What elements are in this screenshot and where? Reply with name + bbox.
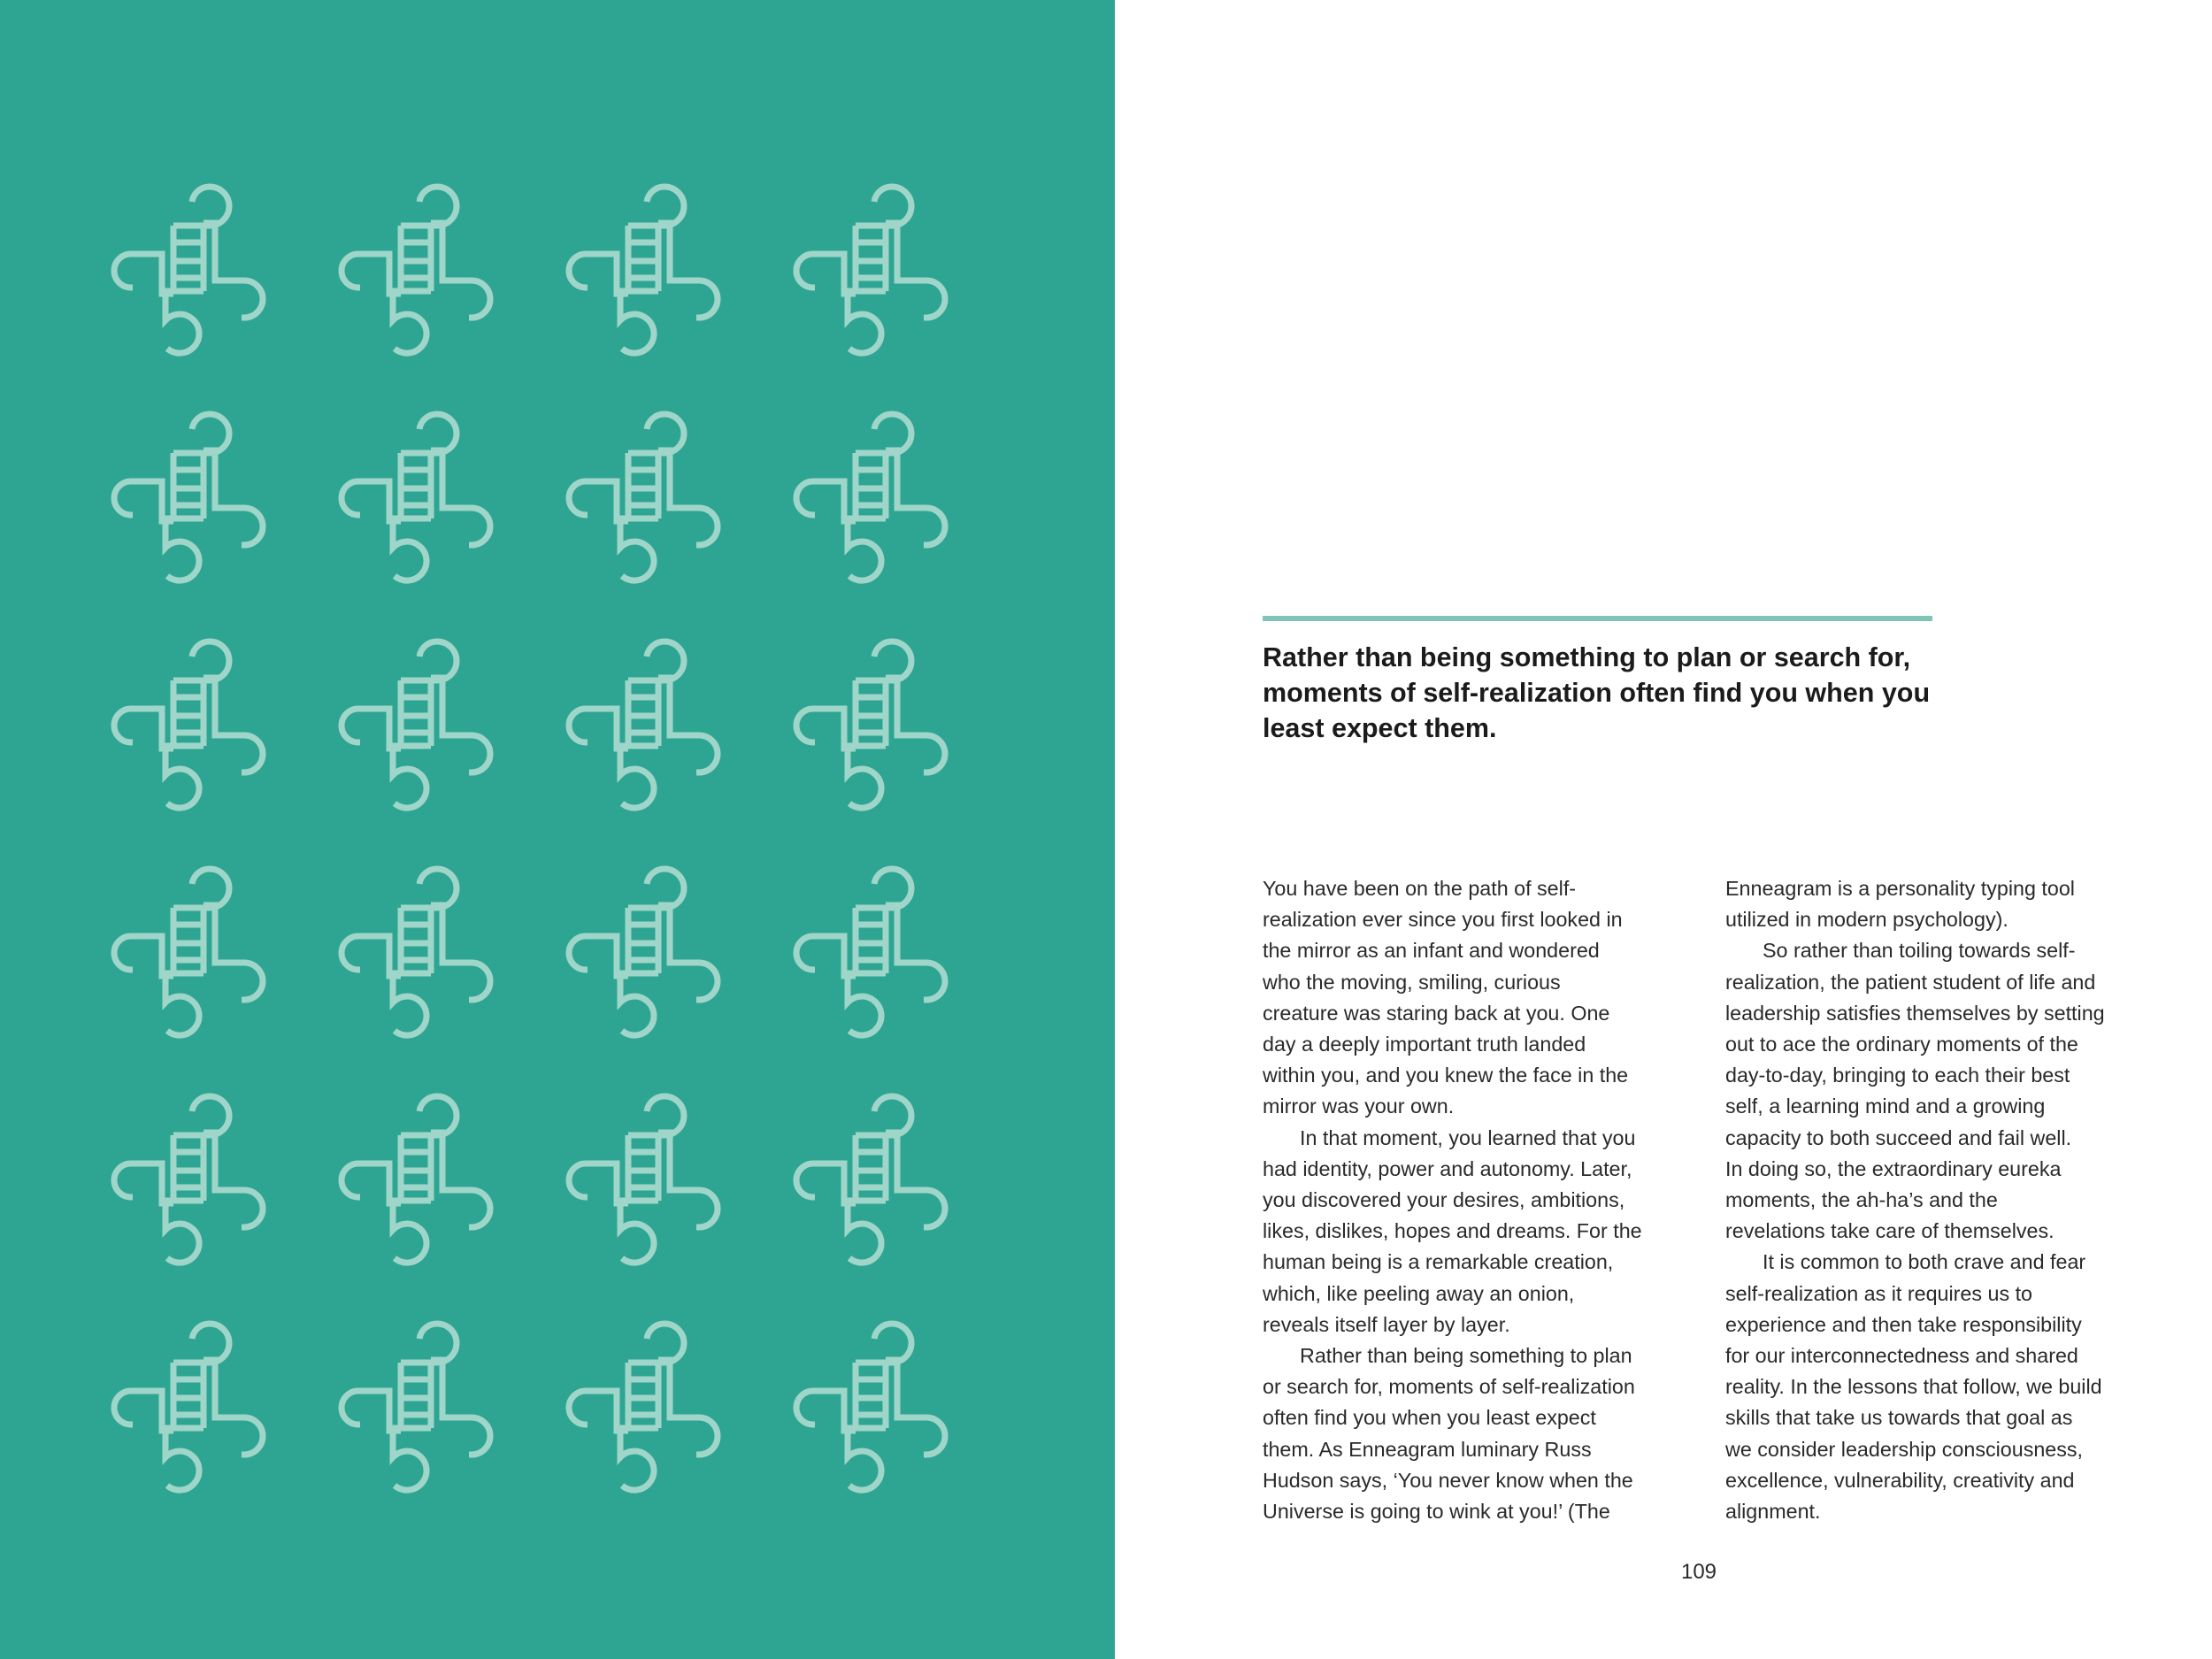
body-text-column-right [1725,873,2148,1527]
five-pinwheel-icon [342,869,490,1035]
body-text-line: realization ever since you first looked in [1263,908,1623,932]
five-pinwheel-icon [114,641,263,808]
five-pinwheel-icon [342,1096,490,1263]
body-text-line: experience and then take responsibility [1725,1312,2082,1336]
pull-quote-line: least expect them. [1263,713,1497,743]
five-pinwheel-icon [796,1096,945,1263]
body-text-line: Universe is going to wink at you!’ (The [1263,1500,1610,1524]
body-text-line: You have been on the path of self- [1263,877,1577,900]
body-text-line: or search for, moments of self-realization [1263,1375,1635,1399]
five-pinwheel-icon [796,1324,945,1490]
body-text-line: them. As Enneagram luminary Russ [1263,1437,1592,1461]
body-text-line: self, a learning mind and a growing [1725,1094,2046,1118]
body-text-line: In that moment, you learned that you [1300,1125,1636,1149]
body-text-line: reveals itself layer by layer. [1263,1312,1510,1336]
five-pinwheel-icon [114,869,263,1035]
body-text-line: revelations take care of themselves. [1725,1219,2055,1243]
body-text-line: the mirror as an infant and wondered [1263,939,1600,963]
pull-quote [1263,640,1953,746]
five-pinwheel-icon [342,414,490,580]
five-pinwheel-icon [569,1096,718,1263]
body-text-line: reality. In the lessons that follow, we build [1725,1375,2102,1399]
body-text-line: Hudson says, ‘You never know when the [1263,1468,1633,1492]
body-text-line: moments, the ah-ha’s and the [1725,1188,1998,1212]
body-text-line: day-to-day, bringing to each their best [1725,1064,2070,1087]
five-pinwheel-icon [569,414,718,580]
body-text-line: Enneagram is a personality typing tool [1725,877,2075,900]
five-pinwheel-icon [114,187,263,353]
five-pinwheel-icon [796,414,945,580]
body-text-line: within you, and you knew the face in the [1263,1064,1629,1087]
five-pinwheel-icon [114,1096,263,1263]
five-pinwheel-icon [569,187,718,353]
body-text-line: leadership satisfies themselves by setting [1725,1001,2105,1025]
body-text-line: self-realization as it requires us to [1725,1281,2033,1305]
body-text-line: utilized in modern psychology). [1725,908,2008,932]
body-text-line: who the moving, smiling, curious [1263,970,1561,994]
five-pinwheel-icon [114,414,263,580]
body-text-line: out to ace the ordinary moments of the [1725,1033,2078,1056]
body-text-line: human being is a remarkable creation, [1263,1250,1614,1274]
body-text-line: In doing so, the extraordinary eureka [1725,1156,2062,1180]
body-text-line: likes, dislikes, hopes and dreams. For the [1263,1219,1642,1243]
body-text-column-left [1263,873,1686,1527]
body-text-line: So rather than toiling towards self- [1763,939,2076,963]
body-text-line: Rather than being something to plan [1300,1344,1632,1368]
five-pinwheel-icon [796,641,945,808]
body-text-line: capacity to both succeed and fail well. [1725,1125,2072,1149]
five-pinwheel-icon [569,1324,718,1490]
divider-rule [1263,616,1932,621]
body-text-line: day a deeply important truth landed [1263,1033,1586,1056]
body-text-line: often find you when you least expect [1263,1406,1596,1430]
pull-quote-line: Rather than being something to plan or search for, [1263,642,1911,672]
five-pinwheel-icon [796,187,945,353]
body-text-line: which, like peeling away an onion, [1263,1281,1575,1305]
body-text-line: had identity, power and autonomy. Later, [1263,1156,1632,1180]
body-text-line: creature was staring back at you. One [1263,1001,1610,1025]
five-pinwheel-icon [342,641,490,808]
five-pinwheel-icon [342,1324,490,1490]
five-pinwheel-icon [114,1324,263,1490]
body-text-line: It is common to both crave and fear [1763,1250,2086,1274]
five-pinwheel-icon [569,869,718,1035]
body-text-line: skills that take us towards that goal as [1725,1406,2073,1430]
body-text-line: alignment. [1725,1500,1821,1524]
five-pinwheel-icon [342,187,490,353]
five-pinwheel-icon [569,641,718,808]
body-text-line: for our interconnectedness and shared [1725,1344,2078,1368]
body-text-line: mirror was your own. [1263,1094,1455,1118]
body-text-line: realization, the patient student of life and [1725,970,2096,994]
body-text-line: excellence, vulnerability, creativity and [1725,1468,2075,1492]
five-pinwheel-icon [796,869,945,1035]
pull-quote-line: moments of self-realization often find you when you [1263,678,1931,708]
page-number: 109 [1680,1560,1717,1584]
body-text-line: we consider leadership consciousness, [1725,1437,2084,1461]
body-text-line: you discovered your desires, ambitions, [1263,1188,1625,1212]
